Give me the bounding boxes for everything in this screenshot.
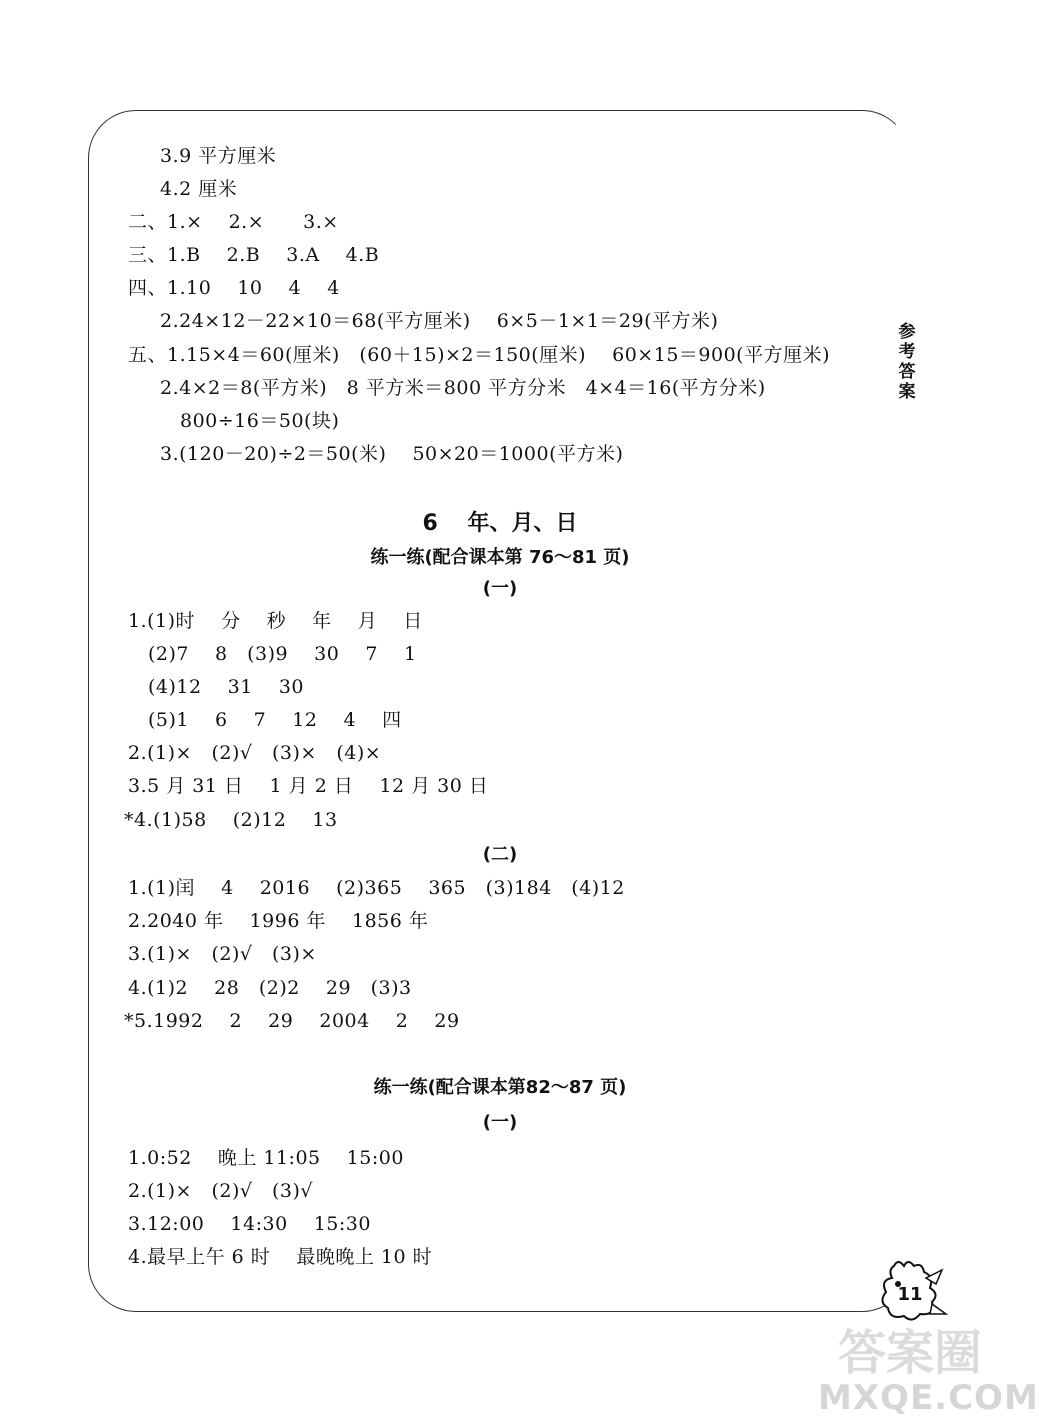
answer-line: 2.(1)× (2)√ (3)× (4)× xyxy=(128,742,382,764)
section-title: 练一练(配合课本第82～87 页) xyxy=(373,1077,627,1098)
part-label: (二) xyxy=(482,844,518,865)
answer-line: 3.9 平方厘米 xyxy=(160,145,277,167)
answer-line: 3.(120－20)÷2＝50(米) 50×20＝1000(平方米) xyxy=(160,443,624,465)
answer-line: *5.1992 2 29 2004 2 29 xyxy=(124,1010,460,1032)
watermark-logo: 答案圈 xyxy=(837,1325,982,1381)
answer-line: 4.2 厘米 xyxy=(160,178,238,200)
page-number: 11 xyxy=(897,1284,923,1305)
answer-line: *4.(1)58 (2)12 13 xyxy=(124,809,338,831)
answer-line: 1.(1)闰 4 2016 (2)365 365 (3)184 (4)12 xyxy=(128,877,625,899)
answer-line: 1.0:52 晚上 11:05 15:00 xyxy=(128,1147,404,1169)
watermark-url: MXQE.COM xyxy=(818,1378,1039,1418)
part-label: (一) xyxy=(482,578,518,599)
answer-line: 1.(1)时 分 秒 年 月 日 xyxy=(128,610,423,632)
answer-line: 2.4×2＝8(平方米) 8 平方米＝800 平方分米 4×4＝16(平方分米) xyxy=(160,377,766,399)
answer-line: (5)1 6 7 12 4 四 xyxy=(148,709,402,731)
answer-line: 3.(1)× (2)√ (3)× xyxy=(128,943,317,965)
answer-line: 2.(1)× (2)√ (3)√ xyxy=(128,1180,314,1202)
section-title: 练一练(配合课本第 76～81 页) xyxy=(370,547,630,568)
answer-line: 四、1.10 10 4 4 xyxy=(128,277,340,299)
answer-line: 三、1.B 2.B 3.A 4.B xyxy=(128,244,380,266)
answer-line: 二、1.× 2.× 3.× xyxy=(128,211,339,233)
answer-line: (4)12 31 30 xyxy=(148,676,305,698)
answer-line: 4.最早上午 6 时 最晚晚上 10 时 xyxy=(128,1246,433,1268)
answer-line: 3.12:00 14:30 15:30 xyxy=(128,1213,371,1235)
part-label: (一) xyxy=(482,1112,518,1133)
answer-line: 2.24×12－22×10＝68(平方厘米) 6×5－1×1＝29(平方米) xyxy=(160,310,719,332)
answer-line: (2)7 8 (3)9 30 7 1 xyxy=(148,643,417,665)
answer-line: 五、1.15×4＝60(厘米) (60＋15)×2＝150(厘米) 60×15＝900(平方厘米) xyxy=(128,344,830,366)
answer-line: 3.5 月 31 日 1 月 2 日 12 月 30 日 xyxy=(128,775,489,797)
unit-title: 6 年、月、日 xyxy=(422,511,578,536)
side-tab-label: 参考答案 xyxy=(898,322,916,402)
answer-line: 800÷16＝50(块) xyxy=(180,410,340,432)
answer-line: 2.2040 年 1996 年 1856 年 xyxy=(128,910,429,932)
answer-line: 4.(1)2 28 (2)2 29 (3)3 xyxy=(128,977,412,999)
